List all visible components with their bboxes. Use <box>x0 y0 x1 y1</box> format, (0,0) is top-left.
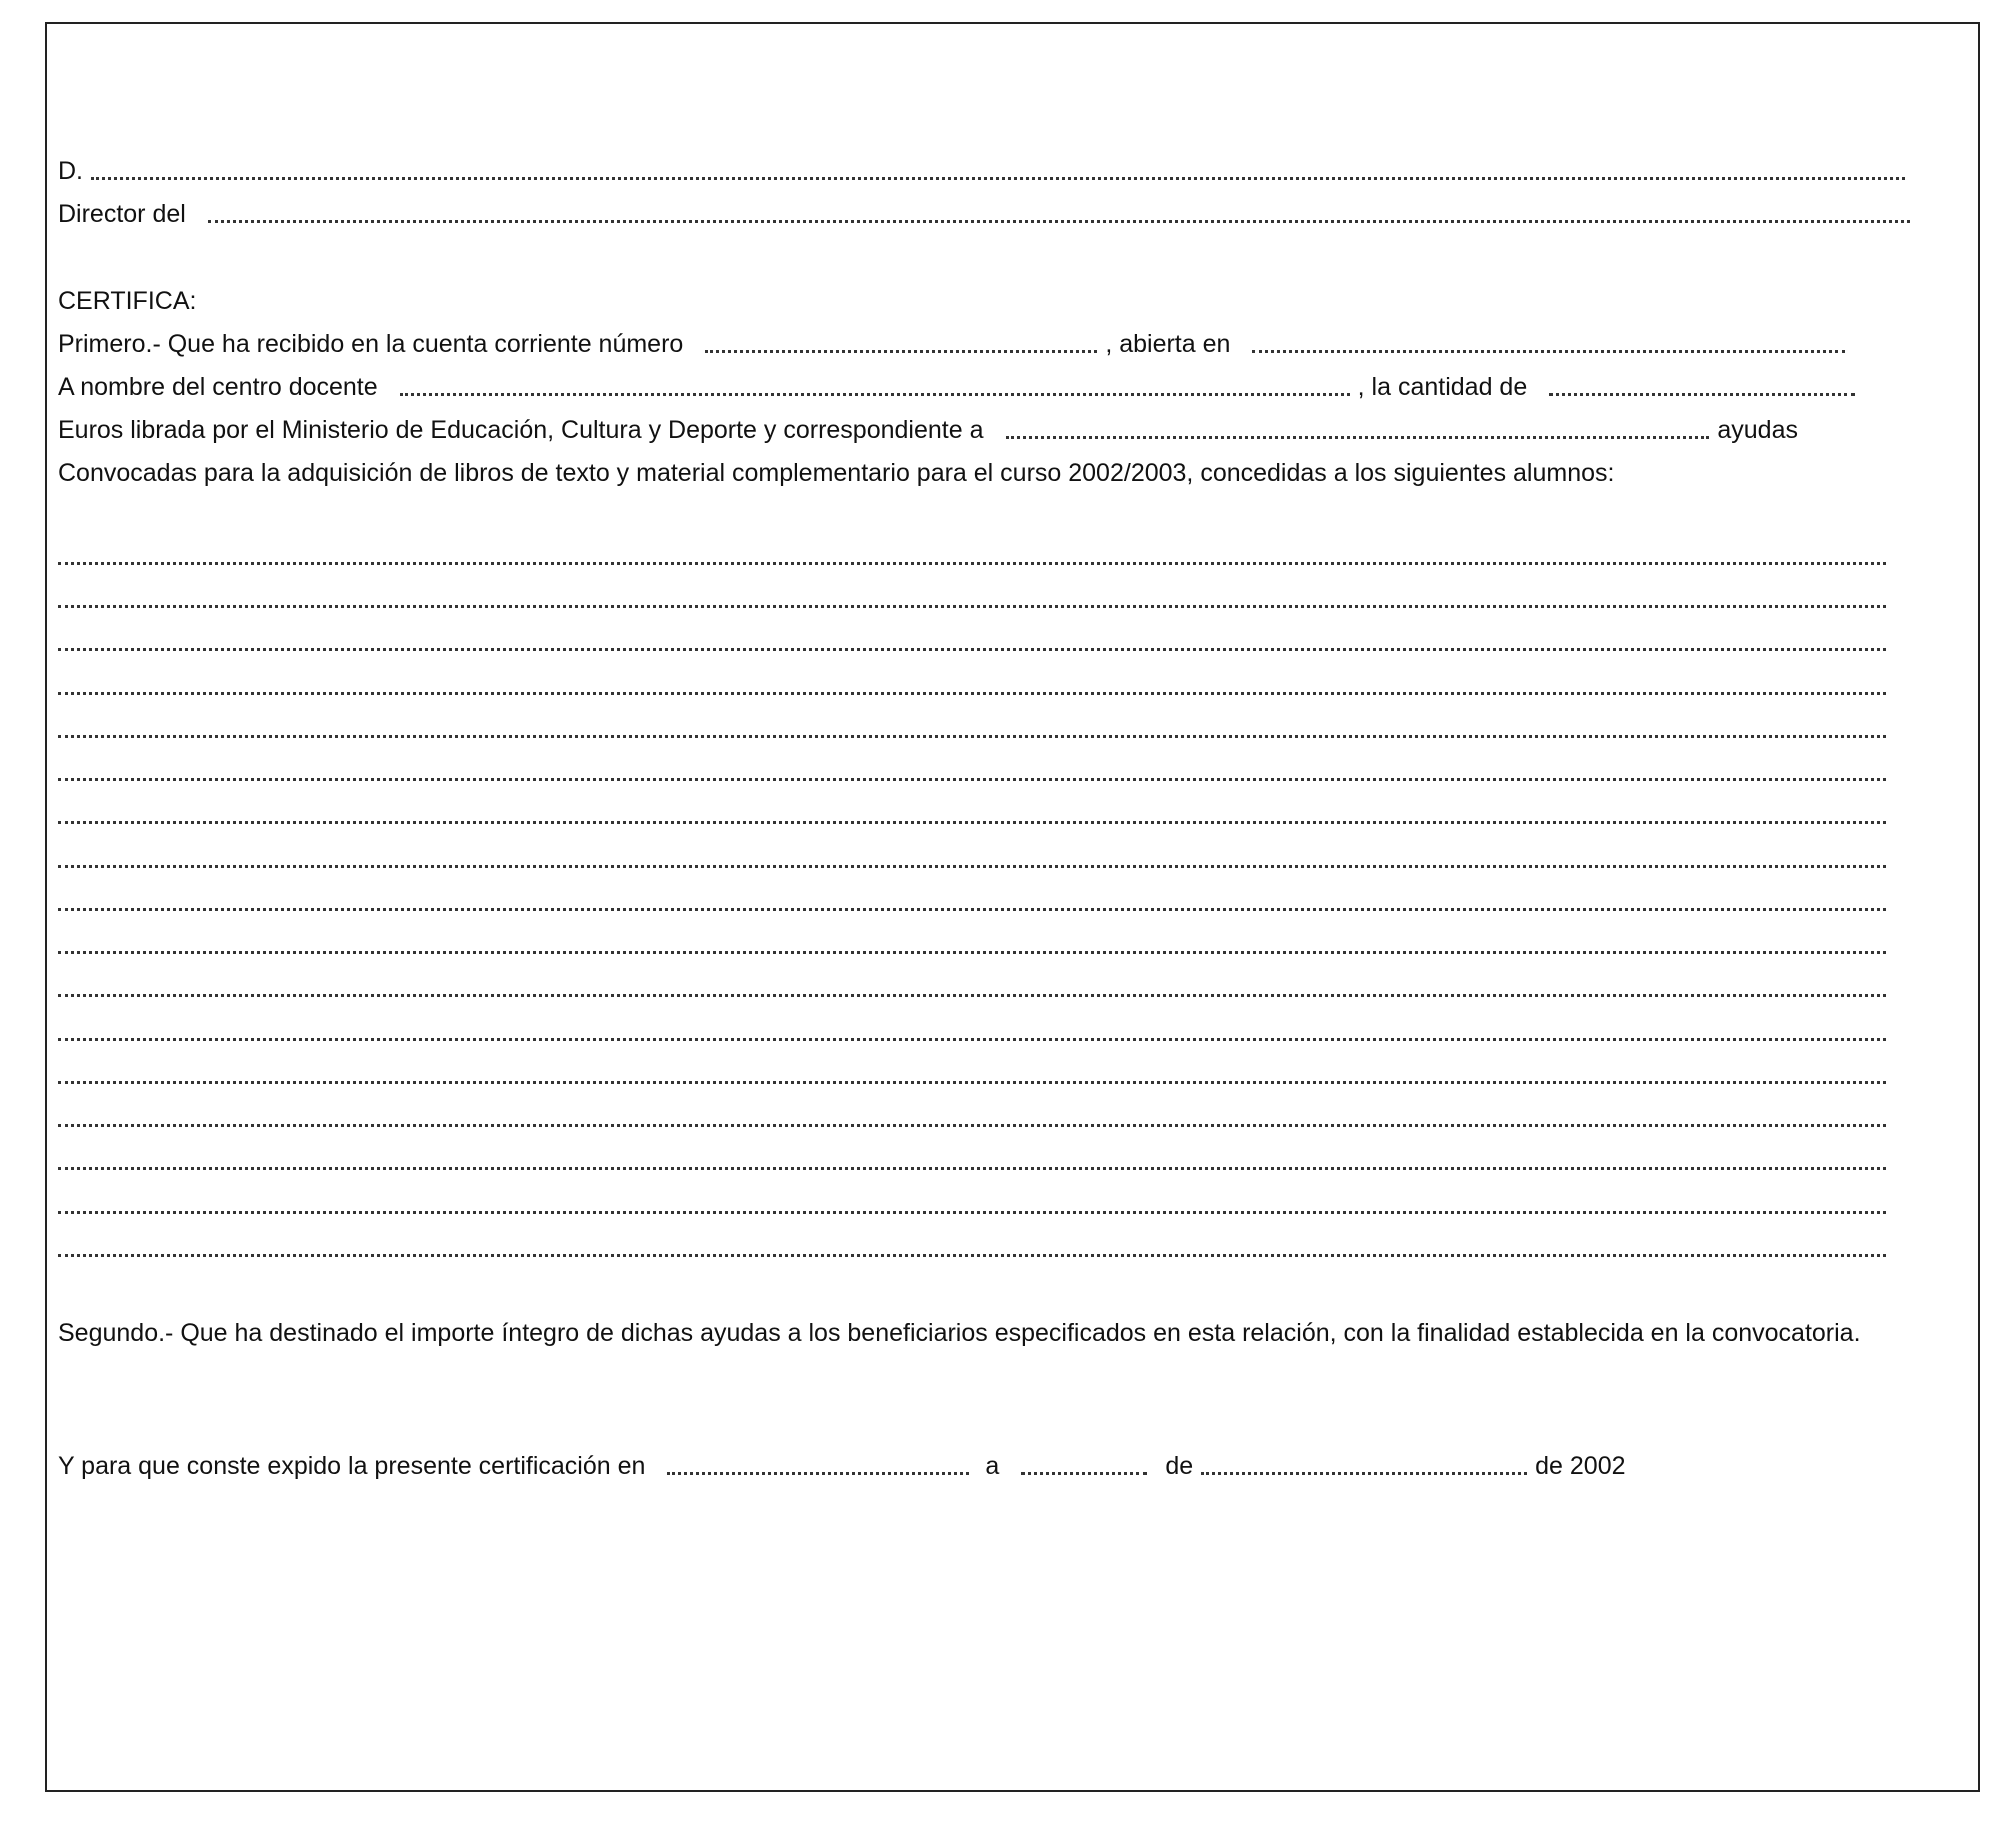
director-line <box>58 193 1918 229</box>
alumno-line[interactable] <box>58 1081 1886 1084</box>
segundo-paragraph: Segundo.- Que ha destinado el importe íntegro de dichas ayudas a los beneficiarios especificados en esta relación, con la finalidad establecida en la convocatoria. <box>58 1319 1861 1347</box>
a-label: a <box>985 1452 1000 1480</box>
nombre-label: A nombre del centro docente <box>58 373 378 401</box>
alumno-line[interactable] <box>58 562 1886 565</box>
director-center-field[interactable] <box>208 220 1910 223</box>
closing-prefix: Y para que conste expido la presente certificación en <box>58 1452 646 1480</box>
convocadas-text: Convocadas para la adquisición de libros de texto y material complementario para el curso 2002/2003, concedidas a los siguientes alumnos: <box>58 459 1615 487</box>
d-line <box>58 150 1913 186</box>
account-number-field[interactable] <box>705 350 1097 353</box>
alumno-line[interactable] <box>58 778 1886 781</box>
primero-line <box>58 323 1853 359</box>
director-label: Director del <box>58 200 186 228</box>
bank-field[interactable] <box>1252 350 1845 353</box>
alumno-line[interactable] <box>58 865 1886 868</box>
alumno-line[interactable] <box>58 605 1886 608</box>
euros-label: Euros librada por el Ministerio de Educación, Cultura y Deporte y correspondiente a <box>58 416 984 444</box>
alumno-line[interactable] <box>58 951 1886 954</box>
centro-docente-field[interactable] <box>400 393 1350 396</box>
certifica-heading-line <box>58 280 196 316</box>
alumno-line[interactable] <box>58 692 1886 695</box>
cantidad-field[interactable] <box>1549 393 1855 396</box>
ayudas-count-field[interactable] <box>1006 436 1710 439</box>
cantidad-label: , la cantidad de <box>1357 373 1528 401</box>
year-label: de 2002 <box>1535 1452 1626 1480</box>
alumno-line[interactable] <box>58 1254 1886 1257</box>
alumno-line[interactable] <box>58 1167 1886 1170</box>
certificate-frame <box>45 22 1980 1792</box>
alumno-line[interactable] <box>58 648 1886 651</box>
convocadas-line <box>58 452 1614 488</box>
alumno-line[interactable] <box>58 821 1886 824</box>
alumno-line[interactable] <box>58 1038 1886 1041</box>
city-field[interactable] <box>667 1472 969 1475</box>
certifica-heading: CERTIFICA: <box>58 287 197 315</box>
d-label: D. <box>58 157 83 185</box>
alumno-line[interactable] <box>58 994 1886 997</box>
nombre-line <box>58 366 1863 402</box>
month-field[interactable] <box>1201 1472 1527 1475</box>
alumno-line[interactable] <box>58 908 1886 911</box>
abierta-label: , abierta en <box>1105 330 1231 358</box>
closing-line <box>58 1445 1748 1481</box>
euros-line <box>58 409 1798 445</box>
d-name-field[interactable] <box>91 177 1905 180</box>
alumno-line[interactable] <box>58 1211 1886 1214</box>
day-field[interactable] <box>1021 1472 1147 1475</box>
alumno-line[interactable] <box>58 1124 1886 1127</box>
primero-label: Primero.- Que ha recibido en la cuenta corriente número <box>58 330 684 358</box>
de-label: de <box>1165 1452 1194 1480</box>
alumno-line[interactable] <box>58 735 1886 738</box>
ayudas-label: ayudas <box>1717 416 1798 444</box>
